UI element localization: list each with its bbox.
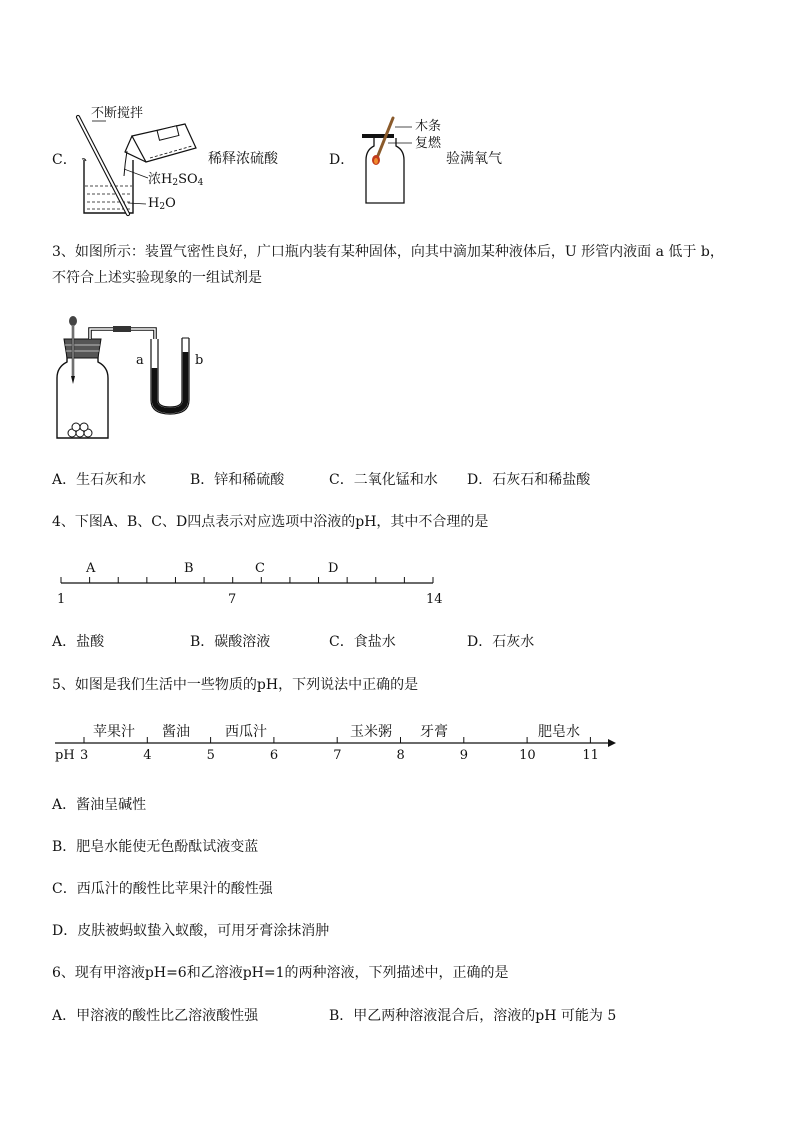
q3-option-b: B．锌和稀硫酸 — [190, 472, 285, 488]
q3-option-a: A．生石灰和水 — [52, 472, 147, 488]
label-stir: 不断搅拌 — [91, 106, 144, 121]
label-acid-sub2: 4 — [197, 178, 204, 188]
q5-substance-watermelon-juice: 西瓜汁 — [225, 724, 267, 740]
q5-tick-label: 5 — [206, 748, 215, 763]
label-water-sub: 2 — [159, 202, 166, 212]
q5-option-c: C．西瓜汁的酸性比苹果汁的酸性强 — [52, 881, 273, 897]
q5-substance-toothpaste: 牙膏 — [420, 724, 448, 740]
label-acid-mid: SO — [178, 172, 198, 187]
label-stick: 木条 — [415, 119, 442, 134]
q4-option-b: B．碳酸溶液 — [190, 634, 271, 650]
label-water-pre: H — [148, 196, 160, 211]
q6-stem: 6、现有甲溶液pH=6和乙溶液pH=1的两种溶液，下列描述中，正确的是 — [52, 965, 509, 981]
q2-option-c-letter: C． — [52, 152, 77, 168]
q4-scale-14: 14 — [426, 592, 443, 607]
label-acid-sub1: 2 — [172, 178, 179, 188]
q5-tick-label: 3 — [80, 748, 89, 763]
q5-substance-apple-juice: 苹果汁 — [93, 724, 135, 740]
q3-stem-line2: 不符合上述实验现象的一组试剂是 — [52, 270, 262, 286]
q5-option-b: B．肥皂水能使无色酚酞试液变蓝 — [52, 839, 259, 855]
q4-scale-7: 7 — [228, 592, 237, 607]
q3-stem-line1: 3、如图所示：装置气密性良好，广口瓶内装有某种固体，向其中滴加某种液体后，U 形管内液面 a 低于 b， — [52, 244, 724, 260]
q5-substance-soap-water: 肥皂水 — [538, 724, 580, 740]
q5-substance-soy-sauce: 酱油 — [162, 724, 190, 740]
q5-substance-corn-porridge: 玉米粥 — [350, 724, 392, 740]
q4-option-d: D．石灰水 — [467, 634, 535, 650]
q5-option-a: A．酱油呈碱性 — [52, 797, 147, 813]
u-tube-label-a: a — [136, 353, 144, 368]
caption-oxygen-full: 验满氧气 — [446, 151, 502, 167]
q4-point-c: C — [255, 561, 265, 576]
q6-option-a: A．甲溶液的酸性比乙溶液酸性强 — [52, 1008, 259, 1024]
q4-point-d: D — [328, 561, 339, 576]
q3-option-d: D．石灰石和稀盐酸 — [467, 472, 591, 488]
u-tube-label-b: b — [195, 353, 204, 368]
q4-stem: 4、下图A、B、C、D四点表示对应选项中浴液的pH，其中不合理的是 — [52, 514, 489, 530]
label-acid-pre: 浓H — [148, 172, 173, 187]
q3-option-c: C．二氧化锰和水 — [329, 472, 438, 488]
label-water-post: O — [165, 196, 176, 211]
q4-option-a: A．盐酸 — [52, 634, 105, 650]
q4-option-c: C．食盐水 — [329, 634, 396, 650]
caption-dilute-acid: 稀释浓硫酸 — [208, 151, 278, 167]
q2-option-d-letter: D． — [329, 152, 355, 168]
q5-option-d: D．皮肤被蚂蚁蛰入蚁酸，可用牙膏涂抹消肿 — [52, 923, 330, 939]
q4-point-b: B — [184, 561, 194, 576]
q5-tick-label: 7 — [333, 748, 342, 763]
q5-tick-label: 10 — [519, 748, 536, 763]
q5-stem: 5、如图是我们生活中一些物质的pH，下列说法中正确的是 — [52, 677, 419, 693]
q5-tick-label: 11 — [582, 748, 599, 763]
q4-point-a: A — [86, 561, 96, 576]
q5-tick-label: 8 — [396, 748, 405, 763]
q4-scale-1: 1 — [57, 592, 66, 607]
q6-option-b: B．甲乙两种溶液混合后，溶液的pH 可能为 5 — [329, 1008, 617, 1024]
q5-tick-label: 9 — [459, 748, 469, 763]
label-relight: 复燃 — [415, 136, 442, 151]
q5-axis-label: pH — [55, 748, 75, 763]
q5-tick-label: 6 — [269, 748, 279, 763]
q5-tick-label: 4 — [143, 748, 152, 763]
